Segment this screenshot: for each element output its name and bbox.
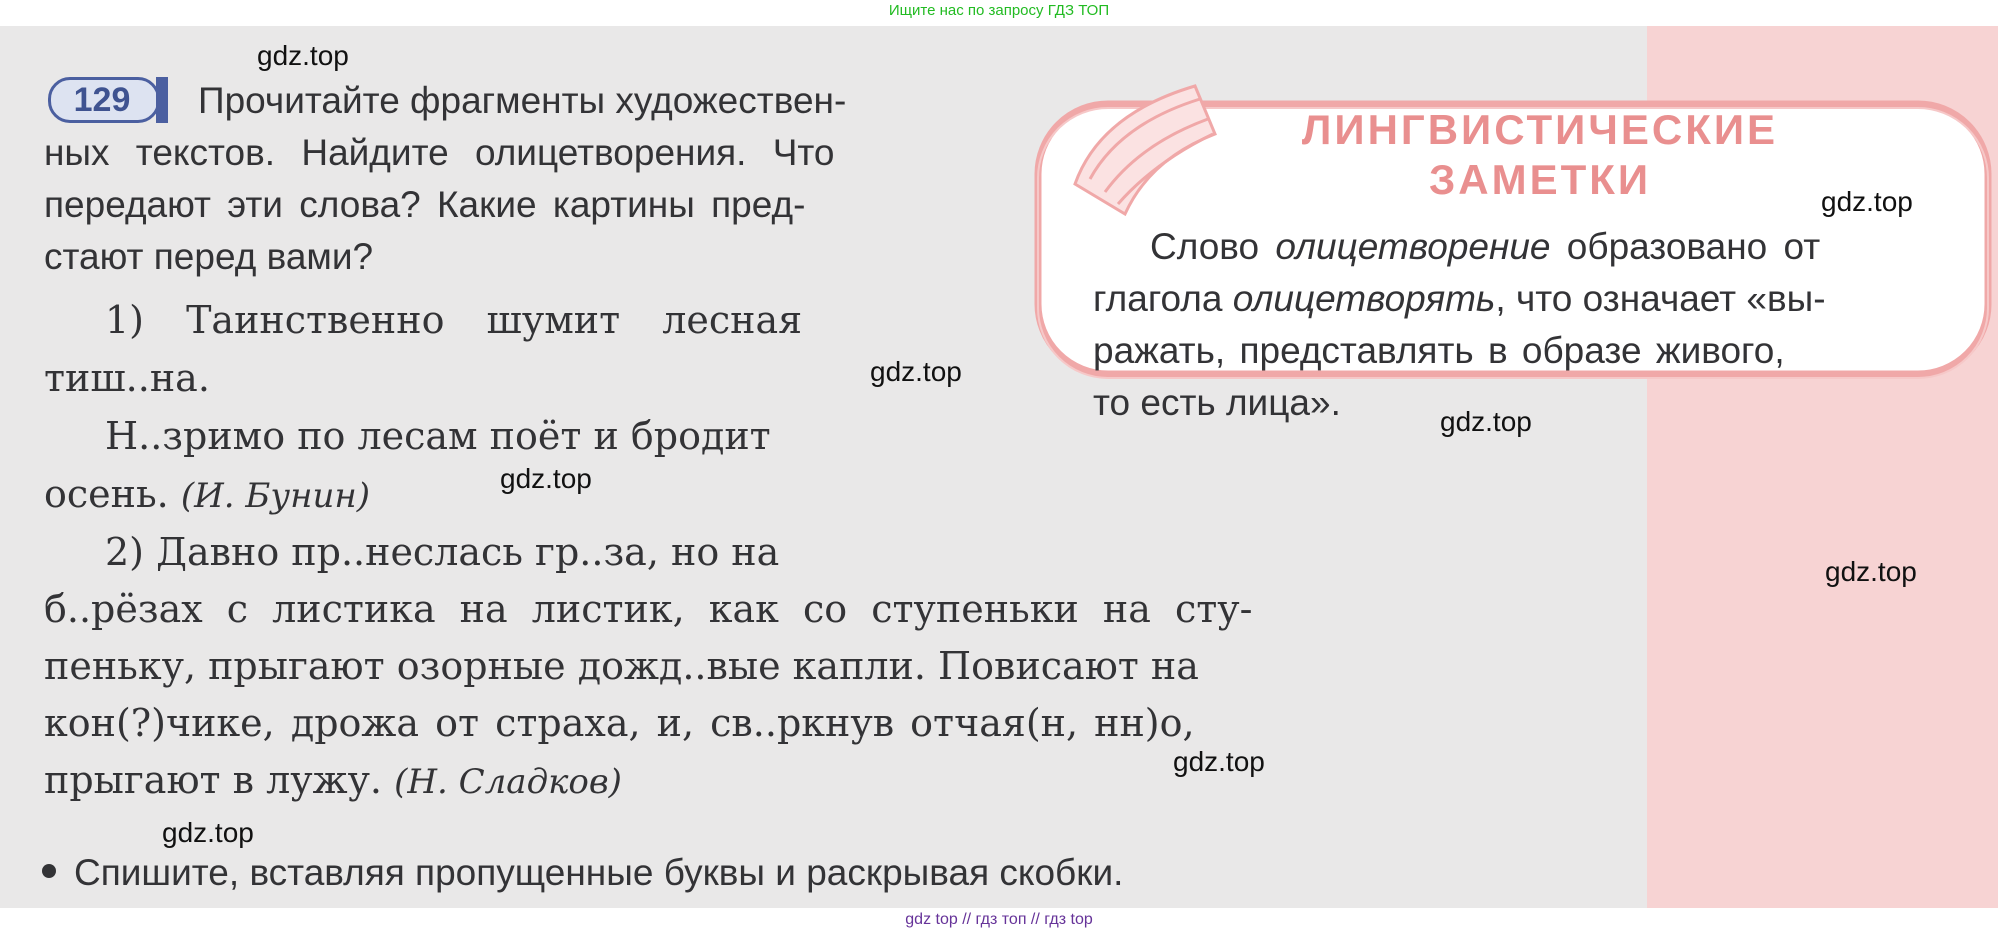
fragment2-text: прыгают в лужу. <box>44 758 383 802</box>
fragment2-line-3: пеньку, прыгают озорные дожд..вые капли. Повисают на <box>44 644 1199 688</box>
notes-term-1: олицетворение <box>1275 226 1551 267</box>
watermark: gdz.top <box>870 356 962 387</box>
fragment1-line-2: тиш..на. <box>44 356 210 400</box>
watermark: gdz.top <box>162 817 254 848</box>
notes-line-2-end: , что означает «вы- <box>1495 278 1826 319</box>
fragment1-line-4 <box>44 472 370 516</box>
fragment2-line-5 <box>44 758 622 802</box>
notes-line-2-start: глагола <box>1093 278 1233 319</box>
task-line-3: передают эти слова? Какие картины пред- <box>44 184 806 225</box>
task-line-2: ных текстов. Найдите олицетворения. Что <box>44 132 835 173</box>
instruction-bullet <box>42 852 1123 894</box>
notes-line-1-end: образовано от <box>1550 226 1821 267</box>
watermark: gdz.top <box>1821 186 1913 217</box>
exercise-number: 129 <box>73 81 131 119</box>
fragment2-line-4: кон(?)чике, дрожа от страха, и, св..ркнув отчая(н, нн)о, <box>44 701 1195 745</box>
bottom-banner: gdz top // гдз топ // гдз top <box>0 908 1998 935</box>
fragment2-line-1: 2) Давно пр..неслась гр..за, но на <box>105 530 780 574</box>
notes-line-3: ражать, представлять в образе живого, <box>1093 330 1785 371</box>
fragment1-line-3: Н..зримо по лесам поёт и бродит <box>105 414 771 458</box>
task-line-1: Прочитайте фрагменты художествен- <box>198 80 847 121</box>
task-line-4: стают перед вами? <box>44 236 374 277</box>
notes-title-line-1: ЛИНГВИСТИЧЕСКИЕ <box>1301 106 1779 153</box>
notes-line-4: то есть лица». <box>1093 382 1341 423</box>
notes-line-1-start: Слово <box>1150 226 1276 267</box>
badge-bar <box>156 77 168 123</box>
fragment2-author: (Н. Сладков) <box>394 762 622 802</box>
watermark: gdz.top <box>257 40 349 71</box>
notes-line-1 <box>1150 226 1998 268</box>
fragment1-author: (И. Бунин) <box>180 476 371 516</box>
bullet-dot-icon <box>42 864 56 878</box>
watermark: gdz.top <box>500 463 592 494</box>
watermark: gdz.top <box>1440 406 1532 437</box>
notes-line-2 <box>1093 278 1943 320</box>
watermark: gdz.top <box>1173 746 1265 777</box>
textbook-page <box>0 26 1998 908</box>
top-banner: Ищите нас по запросу ГДЗ ТОП <box>0 0 1998 26</box>
fragment1-text: осень. <box>44 472 169 516</box>
instruction-text: Спишите, вставляя пропущенные буквы и раскрывая скобки. <box>74 852 1124 893</box>
watermark: gdz.top <box>1825 556 1917 587</box>
notes-title-line-2: ЗАМЕТКИ <box>1428 156 1652 203</box>
exercise-number-badge <box>48 77 166 127</box>
fragment2-line-2: б..рёзах с листика на листик, как со ступеньки на сту- <box>44 587 1253 631</box>
notes-term-2: олицетворять <box>1232 278 1496 319</box>
fragment1-line-1: 1) Таинственно шумит лесная <box>105 298 803 342</box>
